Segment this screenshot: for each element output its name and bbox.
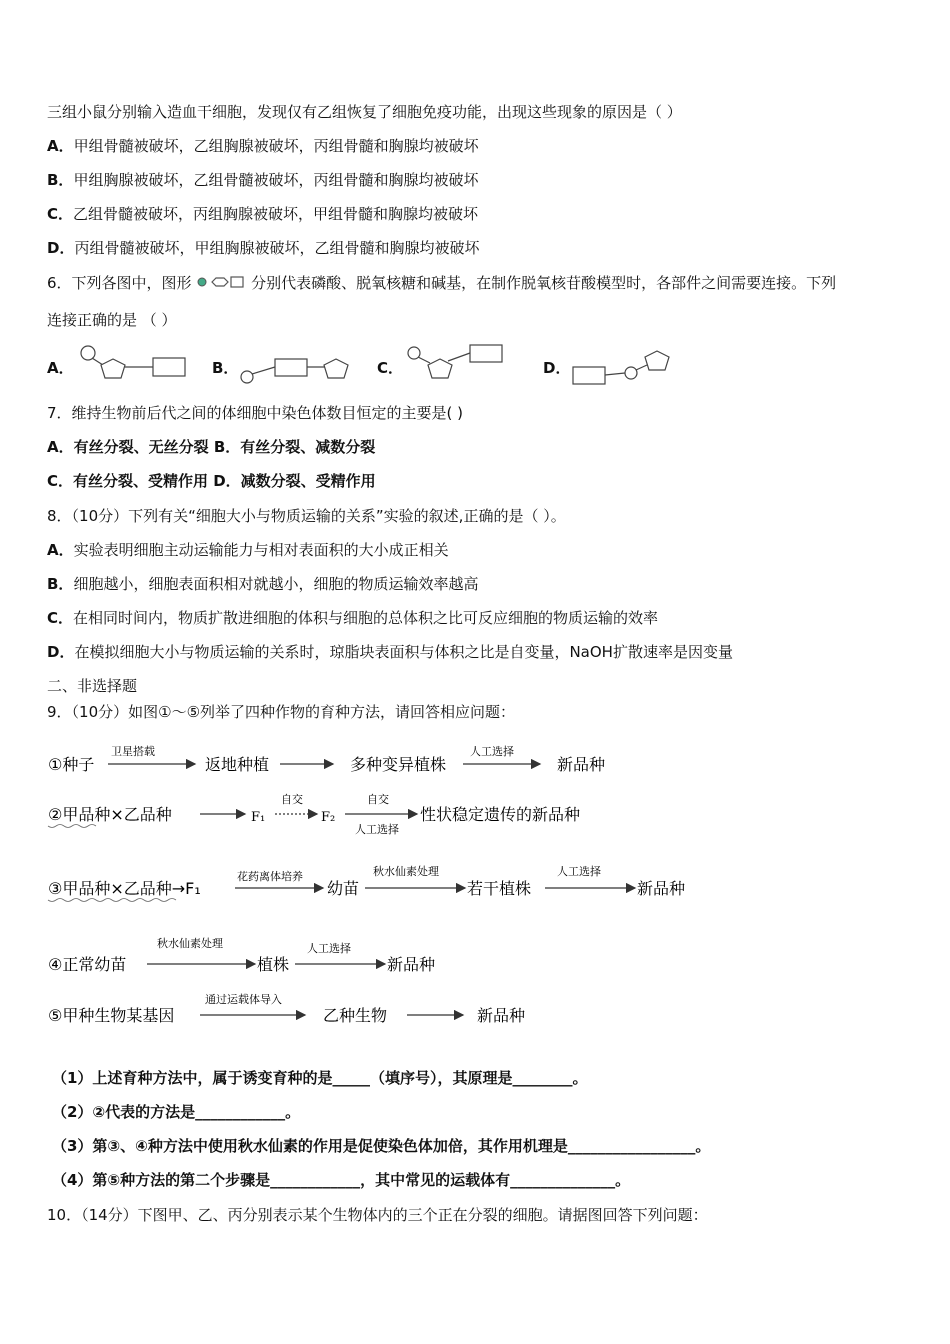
q7-options-row2: C．有丝分裂、受精作用 D．减数分裂、受精作用 <box>47 472 376 490</box>
q6-option-c-diagram <box>404 343 514 385</box>
q6-stem-start: 6．下列各图中，图形 <box>47 274 192 292</box>
r5-new-variety: 新品种 <box>477 1006 526 1025</box>
option-text: 甲组骨髓被破坏，乙组胸腺被破坏，丙组骨髓和胸腺均被破坏 <box>73 137 479 155</box>
r1-mutant-plants: 多种变异植株 <box>350 755 447 774</box>
q6-option-b-diagram <box>237 343 357 385</box>
option-text: 甲组胸腺被破坏，乙组骨髓被破坏，丙组骨髓和胸腺均被破坏 <box>73 171 479 189</box>
r3-plants: 若干植株 <box>467 879 532 898</box>
q8-option-d <box>47 642 733 662</box>
r2-select: 人工选择 <box>355 823 399 836</box>
r1-arrow-label-3: 人工选择 <box>470 745 514 758</box>
option-text: 乙组骨髓被破坏，丙组胸腺被破坏，甲组骨髓和胸腺均被破坏 <box>73 205 479 223</box>
option-label: B． <box>47 171 74 189</box>
q7-stem: 7．维持生物前后代之间的体细胞中染色体数目恒定的主要是( ) <box>47 404 464 422</box>
q6-option-d-diagram <box>569 343 679 385</box>
q8-option-a <box>47 540 449 560</box>
r5-arrow-label-1: 通过运载体导入 <box>205 993 282 1006</box>
q6-options-row <box>47 343 727 389</box>
q9-stem: 9．（10分）如图①～⑤列举了四种作物的育种方法，请回答相应问题： <box>47 703 516 721</box>
breeding-methods-diagram <box>45 735 725 1035</box>
r5-gene: ⑤甲种生物某基因 <box>48 1006 175 1025</box>
option-label: C． <box>47 205 74 223</box>
r4-plant: 植株 <box>257 955 290 974</box>
nucleotide-shapes-icon <box>196 274 246 290</box>
section-title: 二、非选择题 <box>47 677 138 695</box>
r3-arrow-label-3: 人工选择 <box>557 865 601 878</box>
r3-arrow-label-1: 花药离体培养 <box>237 870 303 883</box>
r2-self-2: 自交 <box>367 793 389 806</box>
option-label: D． <box>47 643 75 661</box>
r2-cross: ②甲品种×乙品种 <box>48 805 172 824</box>
option-text: 实验表明细胞主动运输能力与相对表面积的大小成正相关 <box>73 541 449 559</box>
q5-stem: 三组小鼠分别输入造血干细胞，发现仅有乙组恢复了细胞免疫功能，出现这些现象的原因是（ ） <box>47 103 682 121</box>
q9-sub-2: （2）②代表的方法是____________。 <box>52 1103 301 1121</box>
option-label: C． <box>47 609 74 627</box>
q5-option-d <box>47 238 479 258</box>
q10-stem: 10．（14分）下图甲、乙、丙分别表示某个生物体内的三个正在分裂的细胞。请据图回答下列问题： <box>47 1206 708 1224</box>
r1-replant: 返地种植 <box>205 755 270 774</box>
r4-arrow-label-2: 人工选择 <box>307 942 351 955</box>
q6-option-d-label: D． <box>543 359 571 377</box>
q6-option-a-diagram <box>77 343 192 385</box>
q9-sub-4: （4）第⑤种方法的第二个步骤是____________，其中常见的运载体有______________。 <box>52 1171 631 1189</box>
r2-f2: F₂ <box>321 810 336 825</box>
q9-sub-1: （1）上述育种方法中，属于诱变育种的是_____（填序号），其原理是________。 <box>52 1069 588 1087</box>
q8-option-c <box>47 608 658 628</box>
option-label: B． <box>47 575 74 593</box>
r4-seedling: ④正常幼苗 <box>48 955 127 974</box>
q6-option-a-label: A． <box>47 359 74 377</box>
r3-seedling: 幼苗 <box>327 879 360 898</box>
q6-stem-end: 分别代表磷酸、脱氧核糖和碱基，在制作脱氧核苷酸模型时，各部件之间需要连接。下列 <box>251 274 837 292</box>
option-label: A． <box>47 137 74 155</box>
q6-stem <box>47 273 836 293</box>
q7-options-row1: A．有丝分裂、无丝分裂 B．有丝分裂、减数分裂 <box>47 438 376 456</box>
r1-new-variety: 新品种 <box>557 755 606 774</box>
option-text: 细胞越小，细胞表面积相对就越小，细胞的物质运输效率越高 <box>73 575 479 593</box>
r2-self-1: 自交 <box>281 793 303 806</box>
option-text: 丙组骨髓被破坏，甲组胸腺被破坏，乙组骨髓和胸腺均被破坏 <box>74 239 480 257</box>
option-text: 在相同时间内，物质扩散进细胞的体积与细胞的总体积之比可反应细胞的物质运输的效率 <box>73 609 659 627</box>
q6-stem-line2: 连接正确的是 （ ） <box>47 311 177 329</box>
q5-option-b <box>47 170 478 190</box>
q8-option-b <box>47 574 478 594</box>
q5-option-a <box>47 136 479 156</box>
r4-arrow-label-1: 秋水仙素处理 <box>157 937 223 950</box>
q6-option-b-label: B． <box>212 359 239 377</box>
r1-arrow-label-1: 卫星搭载 <box>111 745 155 758</box>
r2-f1: F₁ <box>251 810 266 825</box>
r3-arrow-label-2: 秋水仙素处理 <box>373 865 439 878</box>
q6-option-c-label: C． <box>377 359 404 377</box>
q5-option-c <box>47 204 478 224</box>
option-label: A． <box>47 541 74 559</box>
r1-seed: ①种子 <box>48 755 95 774</box>
r3-new-variety: 新品种 <box>637 879 686 898</box>
r2-stable-variety: 性状稳定遗传的新品种 <box>420 805 581 824</box>
q8-stem: 8．（10分）下列有关“细胞大小与物质运输的关系”实验的叙述,正确的是（ ）。 <box>47 507 566 525</box>
q9-sub-3: （3）第③、④种方法中使用秋水仙素的作用是促使染色体加倍，其作用机理是_________________。 <box>52 1137 711 1155</box>
r4-new-variety: 新品种 <box>387 955 436 974</box>
option-text: 在模拟细胞大小与物质运输的关系时，琼脂块表面积与体积之比是自变量，NaOH扩散速率是因变量 <box>74 643 733 661</box>
r3-cross: ③甲品种×乙品种→F₁ <box>48 879 201 898</box>
r5-organism: 乙种生物 <box>323 1006 388 1025</box>
option-label: D． <box>47 239 75 257</box>
